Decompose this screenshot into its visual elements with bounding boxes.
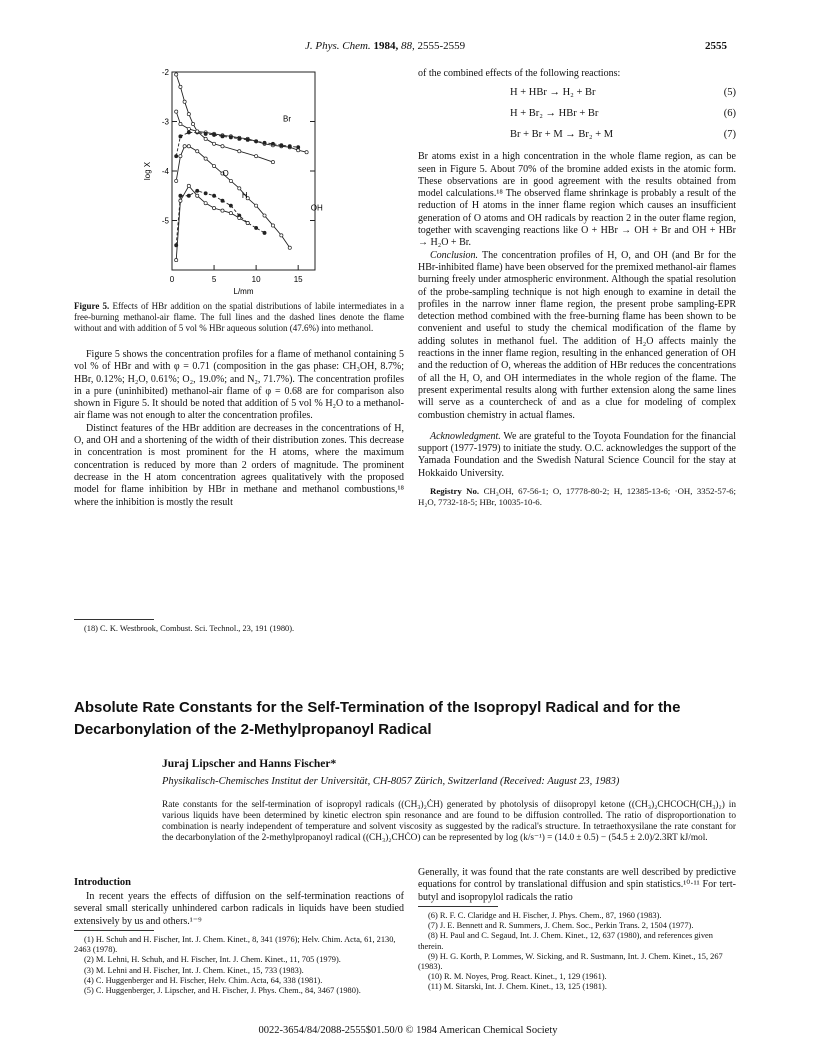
chart-frame [172,72,315,270]
data-point [255,226,258,229]
series-line [176,191,264,245]
x-tick-label: 0 [169,275,175,284]
data-point [175,259,178,262]
data-point [187,131,190,134]
data-point [238,137,241,140]
equation-5 [418,84,736,101]
series-annotation: OH [310,203,323,213]
series-line [176,186,248,260]
registry-paragraph [418,486,736,507]
data-point [271,142,274,145]
footnote-18-text: (18) C. K. Westbrook, Combust. Sci. Technol., 23, 191 (1980). [84,624,295,633]
data-point [246,221,249,224]
data-point [297,146,300,149]
data-point [229,136,232,139]
data-point [204,157,207,160]
data-point [263,141,266,144]
y-tick-label: -3 [161,117,169,127]
data-point [179,85,182,88]
data-point [221,209,224,212]
reactions-intro: of the combined effects of the following reactions: [418,68,621,79]
data-point [175,73,178,76]
data-point [212,207,215,210]
data-point [305,151,308,154]
figure5-caption [74,301,404,334]
introduction-left-text: In recent years the effects of diffusion on the self-termination reactions of several small sterically unhindered carbon radicals in liquids have been studied extensively by us and others.¹⁻⁹ [74,891,404,927]
data-point [179,122,182,125]
article-authors: Juraj Lipscher and Hanns Fischer* [162,758,337,770]
data-point [183,100,186,103]
footnote-rule-left [74,619,154,620]
series-line [176,74,273,162]
reference-6: (6) R. F. C. Claridge and H. Fischer, J. Phys. Chem., 87, 1960 (1983). [428,911,662,920]
data-point [229,204,232,207]
data-point [179,199,182,202]
data-point [263,214,266,217]
introduction-left [74,891,404,928]
data-point [238,150,241,153]
data-point [175,110,178,113]
data-point [255,155,258,158]
journal-year: 1984, [373,40,399,52]
equation-6 [418,105,736,122]
y-axis-label: log X [143,161,152,181]
reference-5: (5) C. Huggenberger, J. Lipscher, and H. Fischer, J. Phys. Chem., 84, 3467 (1980). [84,986,361,996]
equation-7-text: Br + Br + M → Br₂ + M [510,128,614,140]
data-point [229,211,232,214]
x-tick-label: 5 [211,275,217,284]
plot-border [172,72,315,270]
data-point [179,135,182,138]
data-point [271,224,274,227]
reference-10: (10) R. M. Noyes, Prog. React. Kinet., 1, 129 (1961). [428,972,607,982]
left-column [74,349,404,509]
reference-2: (2) M. Lehni, H. Schuh, and H. Fischer, Int. J. Chem. Kinet., 11, 705 (1979). [84,955,341,965]
right-column [418,68,736,507]
data-point [191,122,194,125]
data-point [271,160,274,163]
data-point [212,194,215,197]
article-affiliation: Physikalisch-Chemisches Institut der Universität, CH-8057 Zürich, Switzerland (Received: August 23, 1983) [162,776,620,787]
data-point [212,164,215,167]
reference-8: (8) H. Paul and C. Segaud, Int. J. Chem. Kinet., 12, 637 (1980), and references given therein. [418,931,713,951]
y-tick-label: -4 [161,167,169,176]
figure5-chart [130,60,330,300]
data-point [204,192,207,195]
conclusion-text: The concentration profiles of H, O, and OH (and Br for the HBr-inhibited flame) have been observed for the premixed methanol-air flames burning freely under atmospheric environment. Although the spatial resolution of the probe-sampling technique is not high enough to examine in detail the profiles in the narrow inner flame region, the present probe sampling-EPR detection method combined with the free-burning flame has been shown to be convenient and useful to study the chemical modification of the flame by adding solutes in methanol fuel. The addition of H₂O affects mainly the reactions in the inner flame region, resulting in the enhanced generation of OH and the reduction of O, whereas the addition of HBr reduces the concentrations of all the H, O, and OH intermediates in the whole region of the flame. The present experimental results along with further extension along the same lines will serve as a countercheck of and as a clue for modeling of complex combustion chemistry in actual flames. [418,249,736,421]
data-point [179,194,182,197]
introduction-right [418,867,736,904]
data-point [183,145,186,148]
acknowledgment-paragraph [418,431,736,480]
data-point [196,150,199,153]
reference-9: (9) H. G. Korth, P. Lommes, W. Sicking, and R. Sustmann, Int. J. Chem. Kinet., 15, 267 (1983). [418,951,723,972]
introduction-heading: Introduction [74,877,131,888]
equation-6-number: (6) [723,107,736,119]
data-point [255,140,258,143]
data-point [212,142,215,145]
figure5-caption-text: Effects of HBr addition on the spatial distributions of labile intermediates in a free-burning methanol-air flame. The full lines and the dashed lines denote the flame without and with addition of 5 vol % HBr aqueous solution (47.6%) into methanol. [74,301,404,333]
references-rule-right [418,906,498,907]
references-rule-left [74,930,154,931]
reference-1: (1) H. Schuh and H. Fischer, Int. J. Chem. Kinet., 8, 341 (1976); Helv. Chim. Acta, 61, 2130, 2463 (1978). [74,935,396,955]
footnote-18 [74,624,404,634]
data-point [221,199,224,202]
x-tick-label: 15 [293,275,303,284]
y-tick-label: -5 [161,216,169,226]
references-left [74,935,404,996]
page-range: 2555-2559 [417,40,466,52]
data-point [196,130,199,133]
page-footer: 0022-3654/84/2088-2555$01.50/0 © 1984 American Chemical Society [258,1025,558,1036]
data-point [175,179,178,182]
figure5-label: Figure 5. [74,301,110,311]
equation-5-text: H + HBr → H₂ + Br [510,86,596,98]
data-point [204,137,207,140]
x-axis-label: L/mm [233,287,254,296]
data-point [221,145,224,148]
data-point [179,155,182,158]
series-annotation: H [241,191,248,201]
reference-4: (4) C. Huggenberger and H. Fischer, Helv. Chim. Acta, 64, 338 (1981). [84,975,323,985]
data-point [238,216,241,219]
reference-11: (11) M. Sitarski, Int. J. Chem. Kinet., 13, 125 (1981). [428,982,607,992]
registry-label: Registry No. [430,486,480,497]
series-annotation: O [222,168,229,178]
data-point [238,187,241,190]
data-point [288,145,291,148]
data-point [263,231,266,234]
reference-3: (3) M. Lehni and H. Fischer, Int. J. Chem. Kinet., 15, 733 (1983). [84,965,304,975]
data-point [246,138,249,141]
data-point [196,194,199,197]
acknowledgment-label: Acknowledgment. [430,430,501,442]
data-point [175,155,178,158]
data-point [255,204,258,207]
data-point [212,133,215,136]
chart-labels [143,68,323,296]
conclusion-label: Conclusion. [430,249,479,261]
data-point [187,112,190,115]
data-point [187,127,190,130]
left-paragraph-1: Figure 5 shows the concentration profiles for a flame of methanol containing 5 vol % of HBr and with φ = 0.71 (composition in the gas phase: CH₃OH, 8.7%; HBr, 0.12%; H₂O, 0.61%; O₂, 19.0%; and N₂, 71.7%). The concentration profiles in a pure (uninhibited) methanol-air flame of φ = 0.68 are for comparison also shown in Figure 5. It should be noted that addition of 5 vol % H₂O to a methanol-air flame was not enough to alter the concentration profiles. [74,349,404,422]
series-annotation: Br [283,114,292,124]
chart-series [175,73,309,262]
data-point [229,179,232,182]
reference-7: (7) J. E. Bennett and R. Summers, J. Chem. Soc., Perkin Trans. 2, 1504 (1977). [428,921,694,931]
acknowledgment-text: We are grateful to the Toyota Foundation for the financial support (1977-1979) to initiate the study. O.C. acknowledges the support of the Yamada Foundation and the Swedish Natural Science Council for the stay at Hokkaido University. [418,430,737,479]
references-right [418,911,736,993]
data-point [187,184,190,187]
data-point [196,189,199,192]
registry-text: CH₃OH, 67-56-1; O, 17778-80-2; H, 12385-13-6; ·OH, 3352-57-6; H₂O, 7732-18-5; HBr, 10035-10-6. [418,486,736,507]
article-abstract: Rate constants for the self-termination of isopropyl radicals ((CH₃)₂ĊH) generated by photolysis of diisopropyl ketone ((CH₃)₂CHCOCH(CH₃)₂) in various liquids have been determined by kinetic electron spin resonance and are found to be diffusion controlled. The ratio of disproportionation to combination is nearly independent of temperature and solvent viscosity as suggested by the radical's structure. In tetraethoxysilane the rate constant for the decarbonylation of the 2-methylpropanoyl radical ((CH₃)₂CHĊO) can be represented by log (k/s⁻¹) = (14.0 ± 0.5) − (54.5 ± 2.0)/2.3RT kJ/mol. [162,800,736,843]
equation-5-number: (5) [723,86,736,98]
left-paragraph-2: Distinct features of the HBr addition are decreases in the concentrations of H, O, and OH and a shortening of the width of their distribution zones. This decrease in concentration is most prominent for the H atoms, where the maximum concentration is reduced by more than 2 orders of magnitude. The prominent decrease in the H atom concentration agrees qualitatively with the proposed model for flame inhibition by HBr in methane and methanol combustions,¹⁸ where the inhibition is mostly the result [74,422,404,508]
right-paragraph-1: Br atoms exist in a high concentration in the whole flame region, as can be seen in Figure 5. About 70% of the bromine added exists in the atomic form. These observations are in good agreement with the results obtained from model calculations.¹⁸ The observed flame shrinkage is probably a result of the reduction of H atoms in the inner flame region which causes an insufficient generation of O atoms and OH radicals by reaction 2 in the outer flame region, together with scavenging reactions like O + HBr → OH + Br and OH + HBr → H₂O + Br. [418,151,736,249]
equation-6-text: H + Br₂ → HBr + Br [510,107,599,119]
data-point [280,234,283,237]
data-point [288,246,291,249]
running-header [305,40,525,52]
x-tick-label: 10 [251,275,261,284]
journal-volume: 88, [400,40,415,52]
data-point [187,194,190,197]
journal-name: J. Phys. Chem. [305,40,371,52]
introduction-right-text: Generally, it was found that the rate constants are well described by predictive equations for control by translational diffusion and spin statistics.¹⁰·¹¹ For tert-butyl and isopropylol radicals the ratio [418,867,736,903]
page-number: 2555 [705,40,727,52]
equation-7 [418,126,736,143]
data-point [187,145,190,148]
conclusion-paragraph [418,250,736,422]
data-point [221,135,224,138]
equation-7-number: (7) [723,128,736,140]
y-tick-label: -2 [161,68,169,77]
data-point [204,132,207,135]
article-title: Absolute Rate Constants for the Self-Termination of the Isopropyl Radical and for the Decarbonylation of the 2-Methylpropanoyl Radical [74,699,681,738]
data-point [204,202,207,205]
data-point [280,144,283,147]
